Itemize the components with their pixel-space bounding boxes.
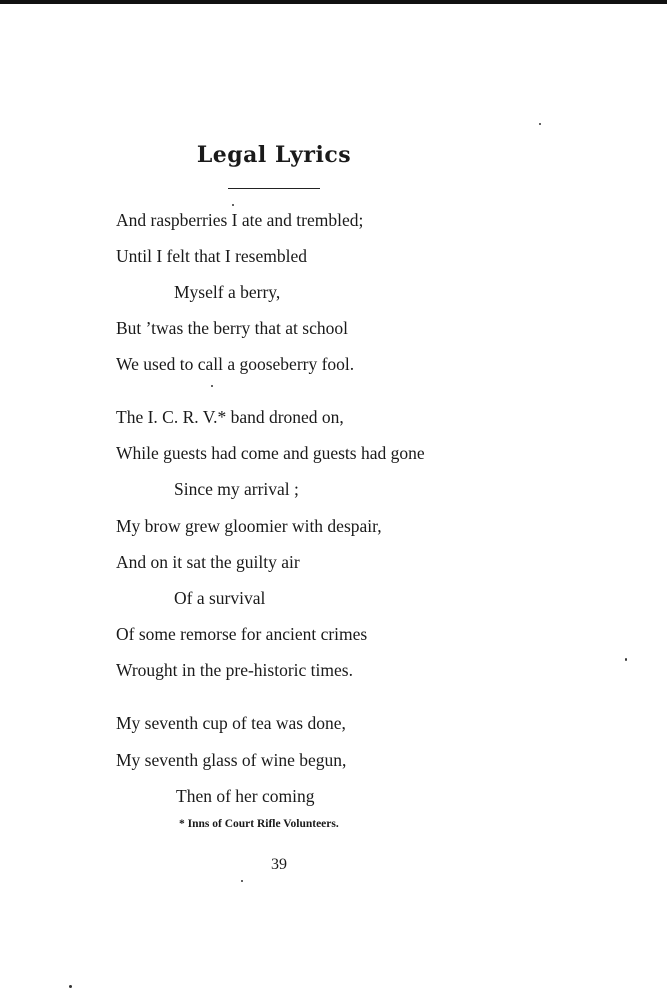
footnote: * Inns of Court Rifle Volunteers.: [179, 818, 339, 830]
title-underline-rule: [228, 188, 320, 189]
poem-line: My seventh cup of tea was done,: [116, 713, 346, 733]
scan-speck: [539, 123, 541, 125]
scan-speck: [625, 658, 627, 661]
poem-line: My seventh glass of wine begun,: [116, 750, 347, 770]
poem-line: Until I felt that I resembled: [116, 246, 307, 266]
poem-line-indented: Of a survival: [174, 588, 266, 608]
poem-line: And on it sat the guilty air: [116, 552, 300, 572]
poem-line: Of some remorse for ancient crimes: [116, 624, 368, 644]
poem-line: But ’twas the berry that at school: [116, 318, 348, 338]
scan-speck: [211, 385, 213, 387]
poem-line: While guests had come and guests had gone: [116, 443, 425, 463]
page-top-border: [0, 0, 667, 4]
scan-speck: [241, 880, 243, 882]
poem-line-indented: Since my arrival ;: [174, 479, 299, 499]
poem-line: Wrought in the pre-historic times.: [116, 660, 353, 680]
page-number: 39: [271, 856, 287, 873]
running-head-title: Legal Lyrics: [196, 142, 352, 168]
poem-line: And raspberries I ate and trembled;: [116, 210, 364, 230]
poem-line-indented: Myself a berry,: [174, 282, 281, 302]
scan-speck: [69, 985, 72, 988]
poem-line: The I. C. R. V.* band droned on,: [116, 407, 344, 427]
poem-line: We used to call a gooseberry fool.: [116, 354, 355, 374]
poem-line: My brow grew gloomier with despair,: [116, 516, 382, 536]
scan-speck: [232, 204, 234, 206]
poem-line-indented: Then of her coming: [176, 786, 315, 806]
